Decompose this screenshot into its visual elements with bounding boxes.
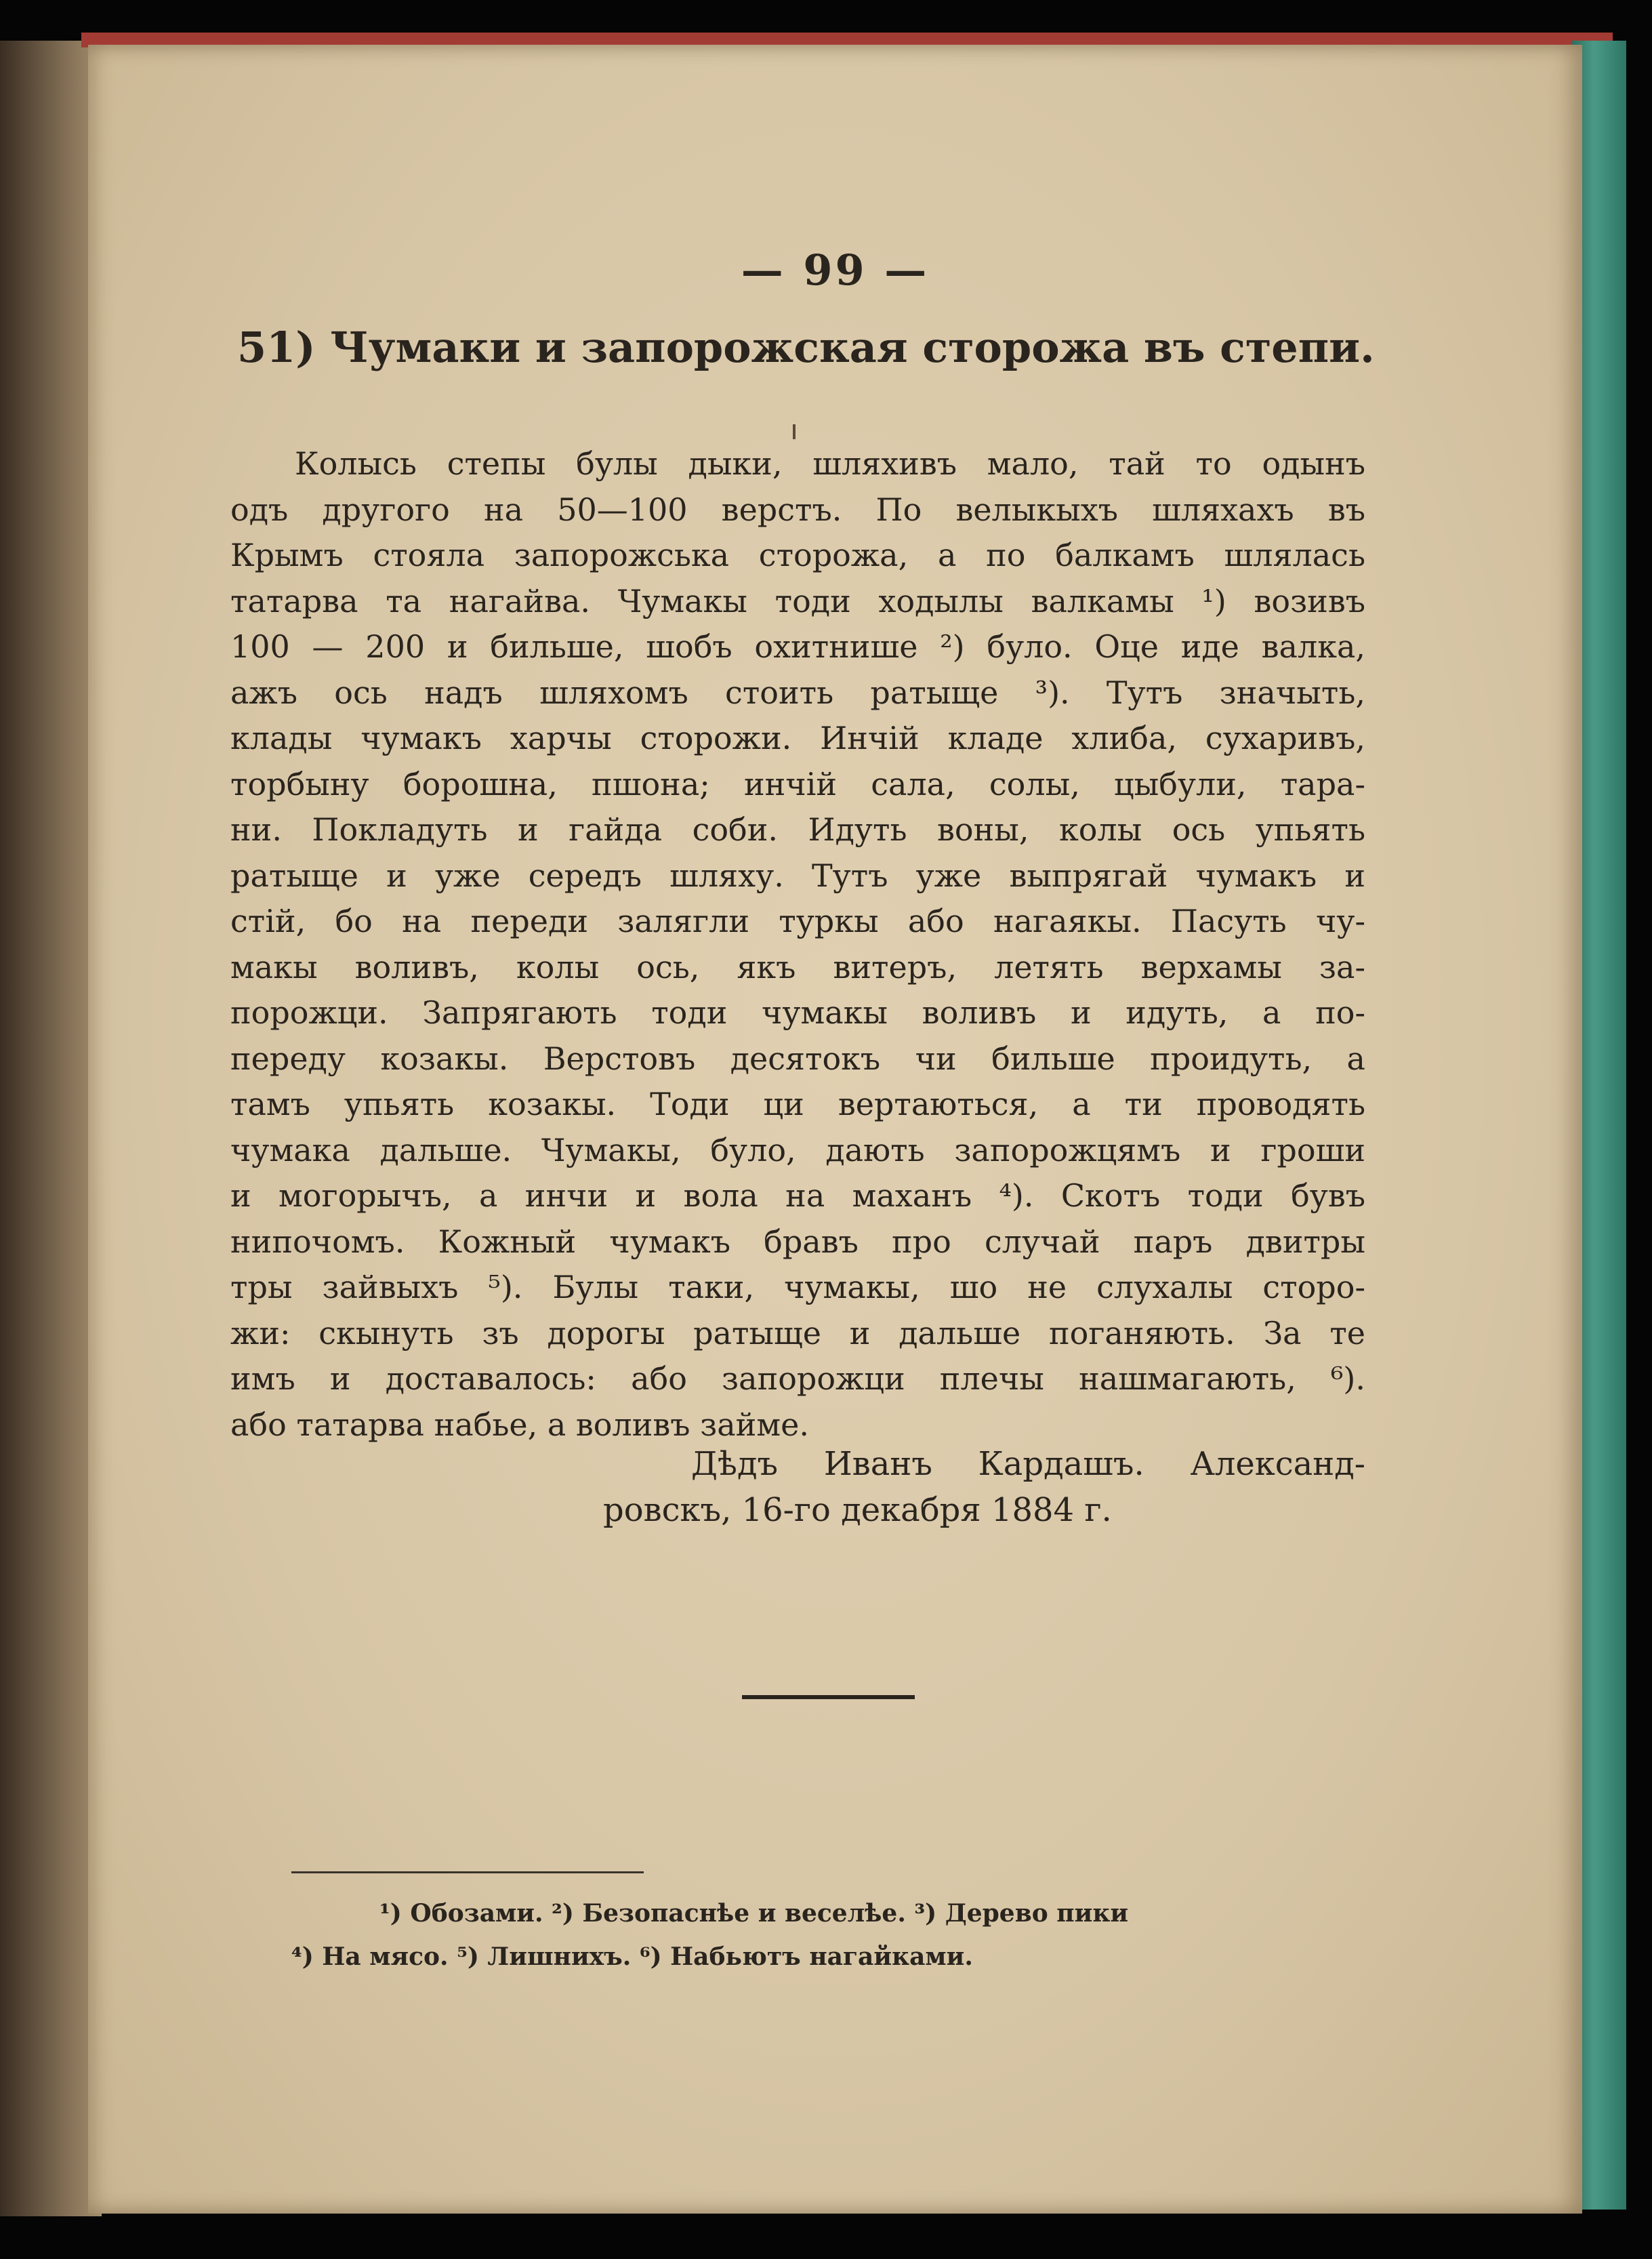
text-line: имъ и доставалось: або запорожци плечы нашмагають, ⁶). — [230, 1360, 1365, 1397]
previous-page-edge — [0, 41, 102, 2216]
text-line: 100 — 200 и бильше, шобъ охитнише ²) було. Оце иде валка, — [230, 628, 1365, 665]
section-divider — [742, 1695, 915, 1699]
text-line: макы воливъ, колы ось, якъ витеръ, летять верхамы за- — [230, 948, 1365, 985]
footnote-line: ⁴) На мясо. ⁵) Лишнихъ. ⁶) Набьютъ нагайками. — [291, 1942, 973, 1971]
text-line: одъ другого на 50—100 верстъ. По велыкыхъ шляхахъ въ — [230, 491, 1365, 528]
footnote-line: ¹) Обозами. ²) Безопаснѣе и веселѣе. ³) Дерево пики — [379, 1899, 1129, 1928]
page-number: — 99 — — [741, 245, 930, 295]
text-line: ни. Покладуть и гайда соби. Идуть воны, колы ось упьять — [230, 811, 1365, 848]
signature-line: ровскъ, 16-го декабря 1884 г. — [603, 1490, 1112, 1529]
text-line: татарва та нагайва. Чумакы тоди ходылы валкамы ¹) возивъ — [230, 582, 1365, 619]
text-line: Крымъ стояла запорожська сторожа, а по балкамъ шлялась — [230, 537, 1365, 573]
text-line: переду козакы. Верстовъ десятокъ чи бильше проидуть, а — [230, 1040, 1365, 1077]
text-line: стій, бо на переди залягли туркы або нагаякы. Пасуть чу- — [230, 903, 1365, 939]
text-line: тамъ упьять козакы. Тоди ци вертаються, а ти проводять — [230, 1086, 1365, 1122]
text-line: жи: скынуть зъ дорогы ратыще и дальше поганяють. За те — [230, 1314, 1365, 1351]
footnote-divider — [291, 1871, 644, 1873]
text-line: нипочомъ. Кожный чумакъ бравъ про случай паръ двитры — [230, 1223, 1365, 1260]
text-line: клады чумакъ харчы сторожи. Инчій кладе хлиба, сухаривъ, — [230, 720, 1365, 756]
text-line: тры зайвыхъ ⁵). Булы таки, чумакы, шо не слухалы сторо- — [230, 1269, 1365, 1305]
signature-line: Дѣдъ Иванъ Кардашъ. Александ- — [691, 1445, 1365, 1483]
text-line: и могорычъ, а инчи и вола на маханъ ⁴). Скотъ тоди бувъ — [230, 1177, 1365, 1214]
text-line: або татарва набье, а воливъ займе. — [230, 1406, 809, 1443]
text-line: чумака дальше. Чумакы, було, дають запорожцямъ и гроши — [230, 1131, 1365, 1168]
text-line: Колысь степы булы дыки, шляхивъ мало, тай то одынъ — [295, 445, 1365, 482]
chapter-title: 51) Чумаки и запорожская сторожа въ степи. — [237, 323, 1375, 372]
body-text — [230, 441, 1365, 1448]
text-line: торбыну борошна, пшона; инчій сала, солы, цыбули, тара- — [230, 765, 1365, 802]
signature — [603, 1441, 1365, 1532]
text-line: порожци. Запрягають тоди чумакы воливъ и идуть, а по- — [230, 994, 1365, 1031]
ink-mark — [793, 424, 796, 439]
page-sheet — [88, 45, 1582, 2214]
text-line: ратыще и уже середъ шляху. Тутъ уже выпрягай чумакъ и — [230, 857, 1365, 894]
text-line: ажъ ось надъ шляхомъ стоить ратыще ³). Тутъ значыть, — [230, 674, 1365, 711]
footnotes — [291, 1892, 1389, 1978]
